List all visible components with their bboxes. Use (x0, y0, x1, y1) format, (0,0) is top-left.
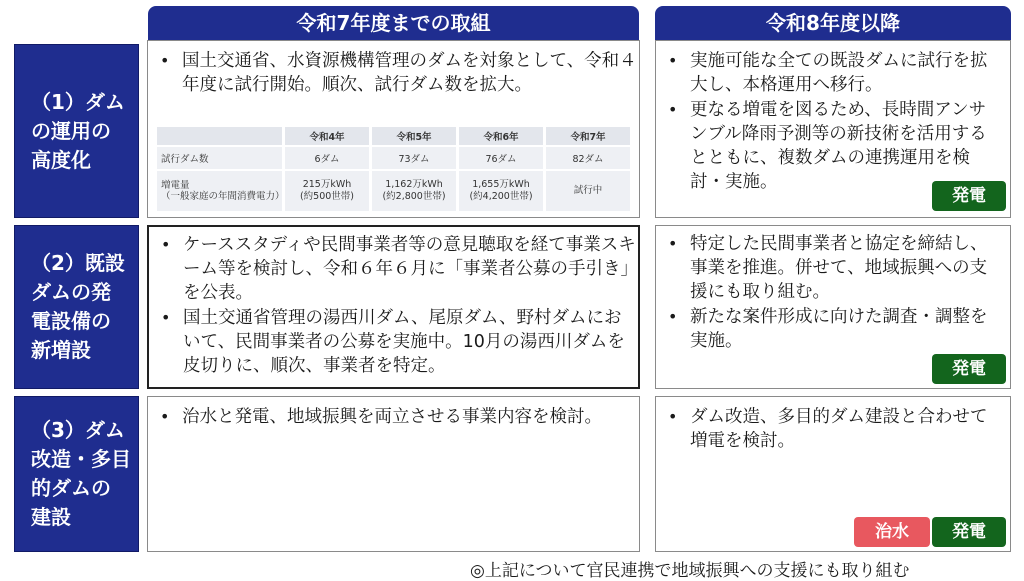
table-header-cell: 令和4年 (285, 127, 369, 145)
row2-future-box (655, 225, 1011, 389)
header-future-efforts: 令和8年度以降 (655, 6, 1011, 40)
list-item: • 特定した民間事業者と協定を締結し、事業を推進。併せて、地域振興への支援にも取り組む。 (656, 232, 1002, 304)
row3-current-list (148, 405, 639, 429)
row3-future-box (655, 396, 1011, 552)
row1-current-list (148, 49, 639, 97)
row-label-power-facility: （2）既設 ダムの発 電設備の 新増設 (14, 225, 139, 389)
table-row (157, 147, 630, 169)
table-header-row (157, 127, 630, 145)
list-item: • 治水と発電、地域振興を両立させる事業内容を検討。 (148, 405, 639, 429)
table-cell: 6ダム (285, 147, 369, 169)
list-item: • 実施可能な全ての既設ダムに試行を拡大し、本格運用へ移行。 (656, 49, 1002, 97)
row3-current-box (147, 396, 640, 552)
flood-control-badge: 治水 (854, 517, 930, 547)
list-item: • 新たな案件形成に向けた調査・調整を実施。 (656, 305, 1002, 353)
header-current-efforts: 令和7年度までの取組 (148, 6, 639, 40)
list-item: • ダム改造、多目的ダム建設と合わせて増電を検討。 (656, 405, 1002, 453)
list-item: • 国土交通省管理の湯西川ダム、尾原ダム、野村ダムにおいて、民間事業者の公募を実施中。10月の湯西川ダムを皮切りに、順次、事業者を特定。 (149, 306, 638, 378)
row3-future-list (656, 405, 1010, 453)
row2-current-list (149, 233, 638, 378)
list-item: • 更なる増電を図るため、長時間アンサンブル降雨予測等の新技術を活用するとともに、複数ダムの連携運用を検討・実施。 (656, 98, 1002, 194)
table-cell: 1,655万kWh (約4,200世帯) (459, 171, 543, 211)
table-row (157, 171, 630, 211)
table-cell: 試行中 (546, 171, 630, 211)
row1-future-box (655, 40, 1011, 218)
row2-current-box (147, 225, 640, 389)
table-cell: 73ダム (372, 147, 456, 169)
row-label-dam-construction: （3）ダム 改造・多目 的ダムの 建設 (14, 396, 139, 552)
table-row-label: 試行ダム数 (157, 147, 282, 169)
table-header-cell: 令和5年 (372, 127, 456, 145)
row2-future-list (656, 232, 1010, 353)
table-header-cell: 令和6年 (459, 127, 543, 145)
power-badge: 発電 (932, 354, 1006, 384)
table-row-label: 増電量 （一般家庭の年間消費電力） (157, 171, 282, 211)
table-cell: 82ダム (546, 147, 630, 169)
list-item: • ケーススタディや民間事業者等の意見聴取を経て事業スキーム等を検討し、令和６年６月に「事業者公募の手引き」を公表。 (149, 233, 638, 305)
table-cell: 76ダム (459, 147, 543, 169)
table-cell: 1,162万kWh (約2,800世帯) (372, 171, 456, 211)
table-header-empty (157, 127, 282, 145)
power-badge: 発電 (932, 517, 1006, 547)
table-header-cell: 令和7年 (546, 127, 630, 145)
row1-current-box (147, 40, 640, 218)
table-cell: 215万kWh (約500世帯) (285, 171, 369, 211)
footnote: ◎上記について官民連携で地域振興への支援にも取り組む (470, 561, 910, 581)
row1-future-list (656, 49, 1010, 194)
row-label-dam-operation: （1）ダム の運用の 高度化 (14, 44, 139, 218)
list-item: • 国土交通省、水資源機構管理のダムを対象として、令和４年度に試行開始。順次、試行ダム数を拡大。 (148, 49, 639, 97)
power-badge: 発電 (932, 181, 1006, 211)
trial-table (154, 125, 633, 213)
